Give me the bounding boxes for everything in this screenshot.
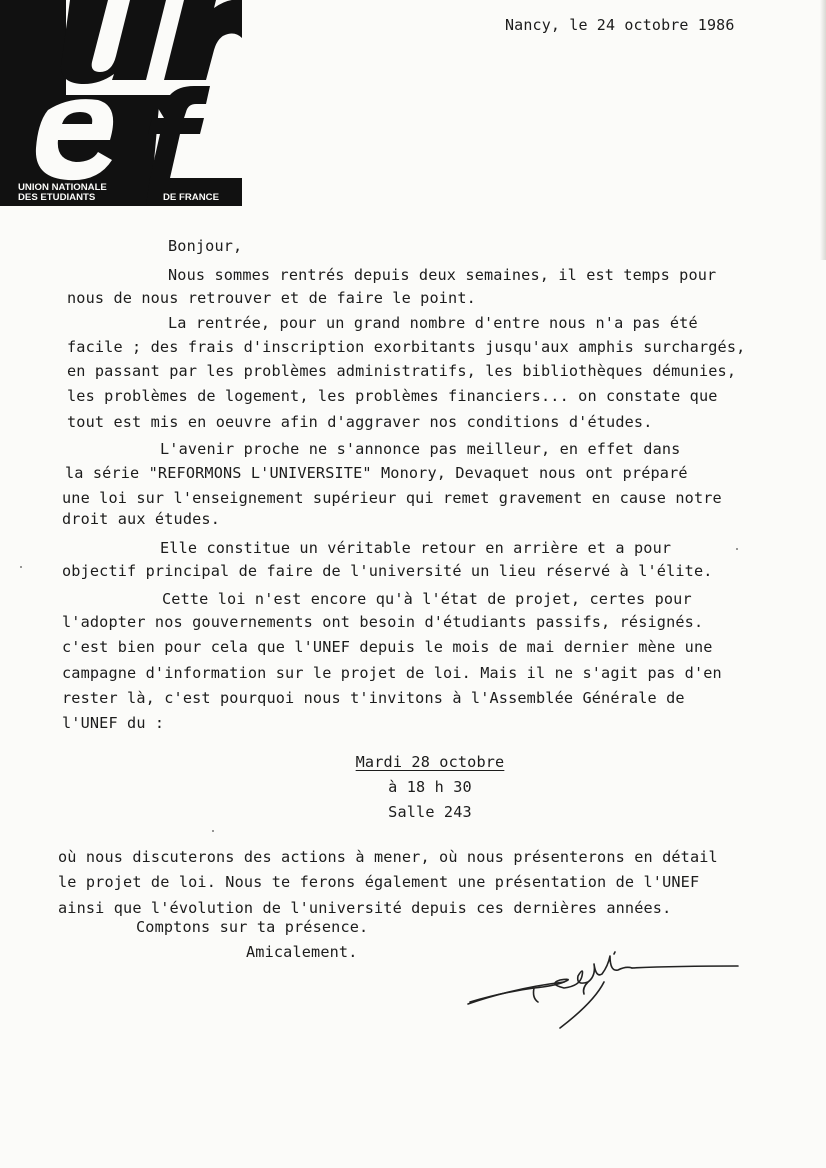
body-line: facile ; des frais d'inscription exorbitants jusqu'aux amphis surchargés, bbox=[67, 338, 746, 356]
body-line: rester là, c'est pourquoi nous t'invitons à l'Assemblée Générale de bbox=[62, 689, 685, 707]
meeting-day: Mardi 28 octobre bbox=[355, 753, 505, 771]
body-line: en passant par les problèmes administratifs, les bibliothèques démunies, bbox=[67, 362, 737, 380]
body-line: les problèmes de logement, les problèmes financiers... on constate que bbox=[67, 387, 718, 405]
closing-line: où nous discuterons des actions à mener, où nous présenterons en détail bbox=[58, 848, 718, 866]
body-line: l'UNEF du : bbox=[62, 714, 165, 732]
unef-logo bbox=[0, 0, 242, 206]
body-line: tout est mis en oeuvre afin d'aggraver nos conditions d'études. bbox=[67, 413, 653, 431]
salutation: Amicalement. bbox=[246, 943, 358, 961]
body-line: Nous sommes rentrés depuis deux semaines, il est temps pour bbox=[168, 266, 717, 284]
sign-off: Comptons sur ta présence. bbox=[136, 918, 369, 936]
meeting-room: Salle 243 bbox=[388, 803, 472, 821]
scan-speck bbox=[736, 548, 738, 550]
body-line: Cette loi n'est encore qu'à l'état de projet, certes pour bbox=[162, 590, 692, 608]
scan-speck bbox=[20, 566, 22, 568]
closing-line: ainsi que l'évolution de l'université depuis ces dernières années. bbox=[58, 899, 672, 917]
body-line: campagne d'information sur le projet de loi. Mais il ne s'agit pas d'en bbox=[62, 664, 722, 682]
body-line: droit aux études. bbox=[62, 510, 220, 528]
closing-line: le projet de loi. Nous te ferons également une présentation de l'UNEF bbox=[58, 873, 700, 891]
scan-speck bbox=[212, 830, 214, 832]
body-line: une loi sur l'enseignement supérieur qui remet gravement en cause notre bbox=[62, 489, 722, 507]
body-line: nous de nous retrouver et de faire le point. bbox=[67, 289, 476, 307]
body-line: Elle constitue un véritable retour en arrière et a pour bbox=[160, 539, 672, 557]
letter-date: Nancy, le 24 octobre 1986 bbox=[505, 16, 735, 34]
logo-line2: DES ETUDIANTS bbox=[18, 192, 96, 203]
page-edge-shadow bbox=[820, 0, 826, 260]
body-line: c'est bien pour cela que l'UNEF depuis le mois de mai dernier mène une bbox=[62, 638, 713, 656]
body-line: La rentrée, pour un grand nombre d'entre nous n'a pas été bbox=[168, 314, 698, 332]
logo-line1: UNION NATIONALE bbox=[18, 182, 107, 193]
handwritten-signature bbox=[464, 942, 744, 1032]
greeting: Bonjour, bbox=[168, 237, 243, 255]
body-line: la série "REFORMONS L'UNIVERSITE" Monory, Devaquet nous ont préparé bbox=[65, 464, 688, 482]
meeting-time: à 18 h 30 bbox=[388, 778, 472, 796]
body-line: objectif principal de faire de l'université un lieu réservé à l'élite. bbox=[62, 562, 713, 580]
body-line: l'adopter nos gouvernements ont besoin d'étudiants passifs, résignés. bbox=[62, 613, 704, 631]
logo-line3: DE FRANCE bbox=[163, 192, 219, 203]
body-line: L'avenir proche ne s'annonce pas meilleur, en effet dans bbox=[160, 440, 681, 458]
